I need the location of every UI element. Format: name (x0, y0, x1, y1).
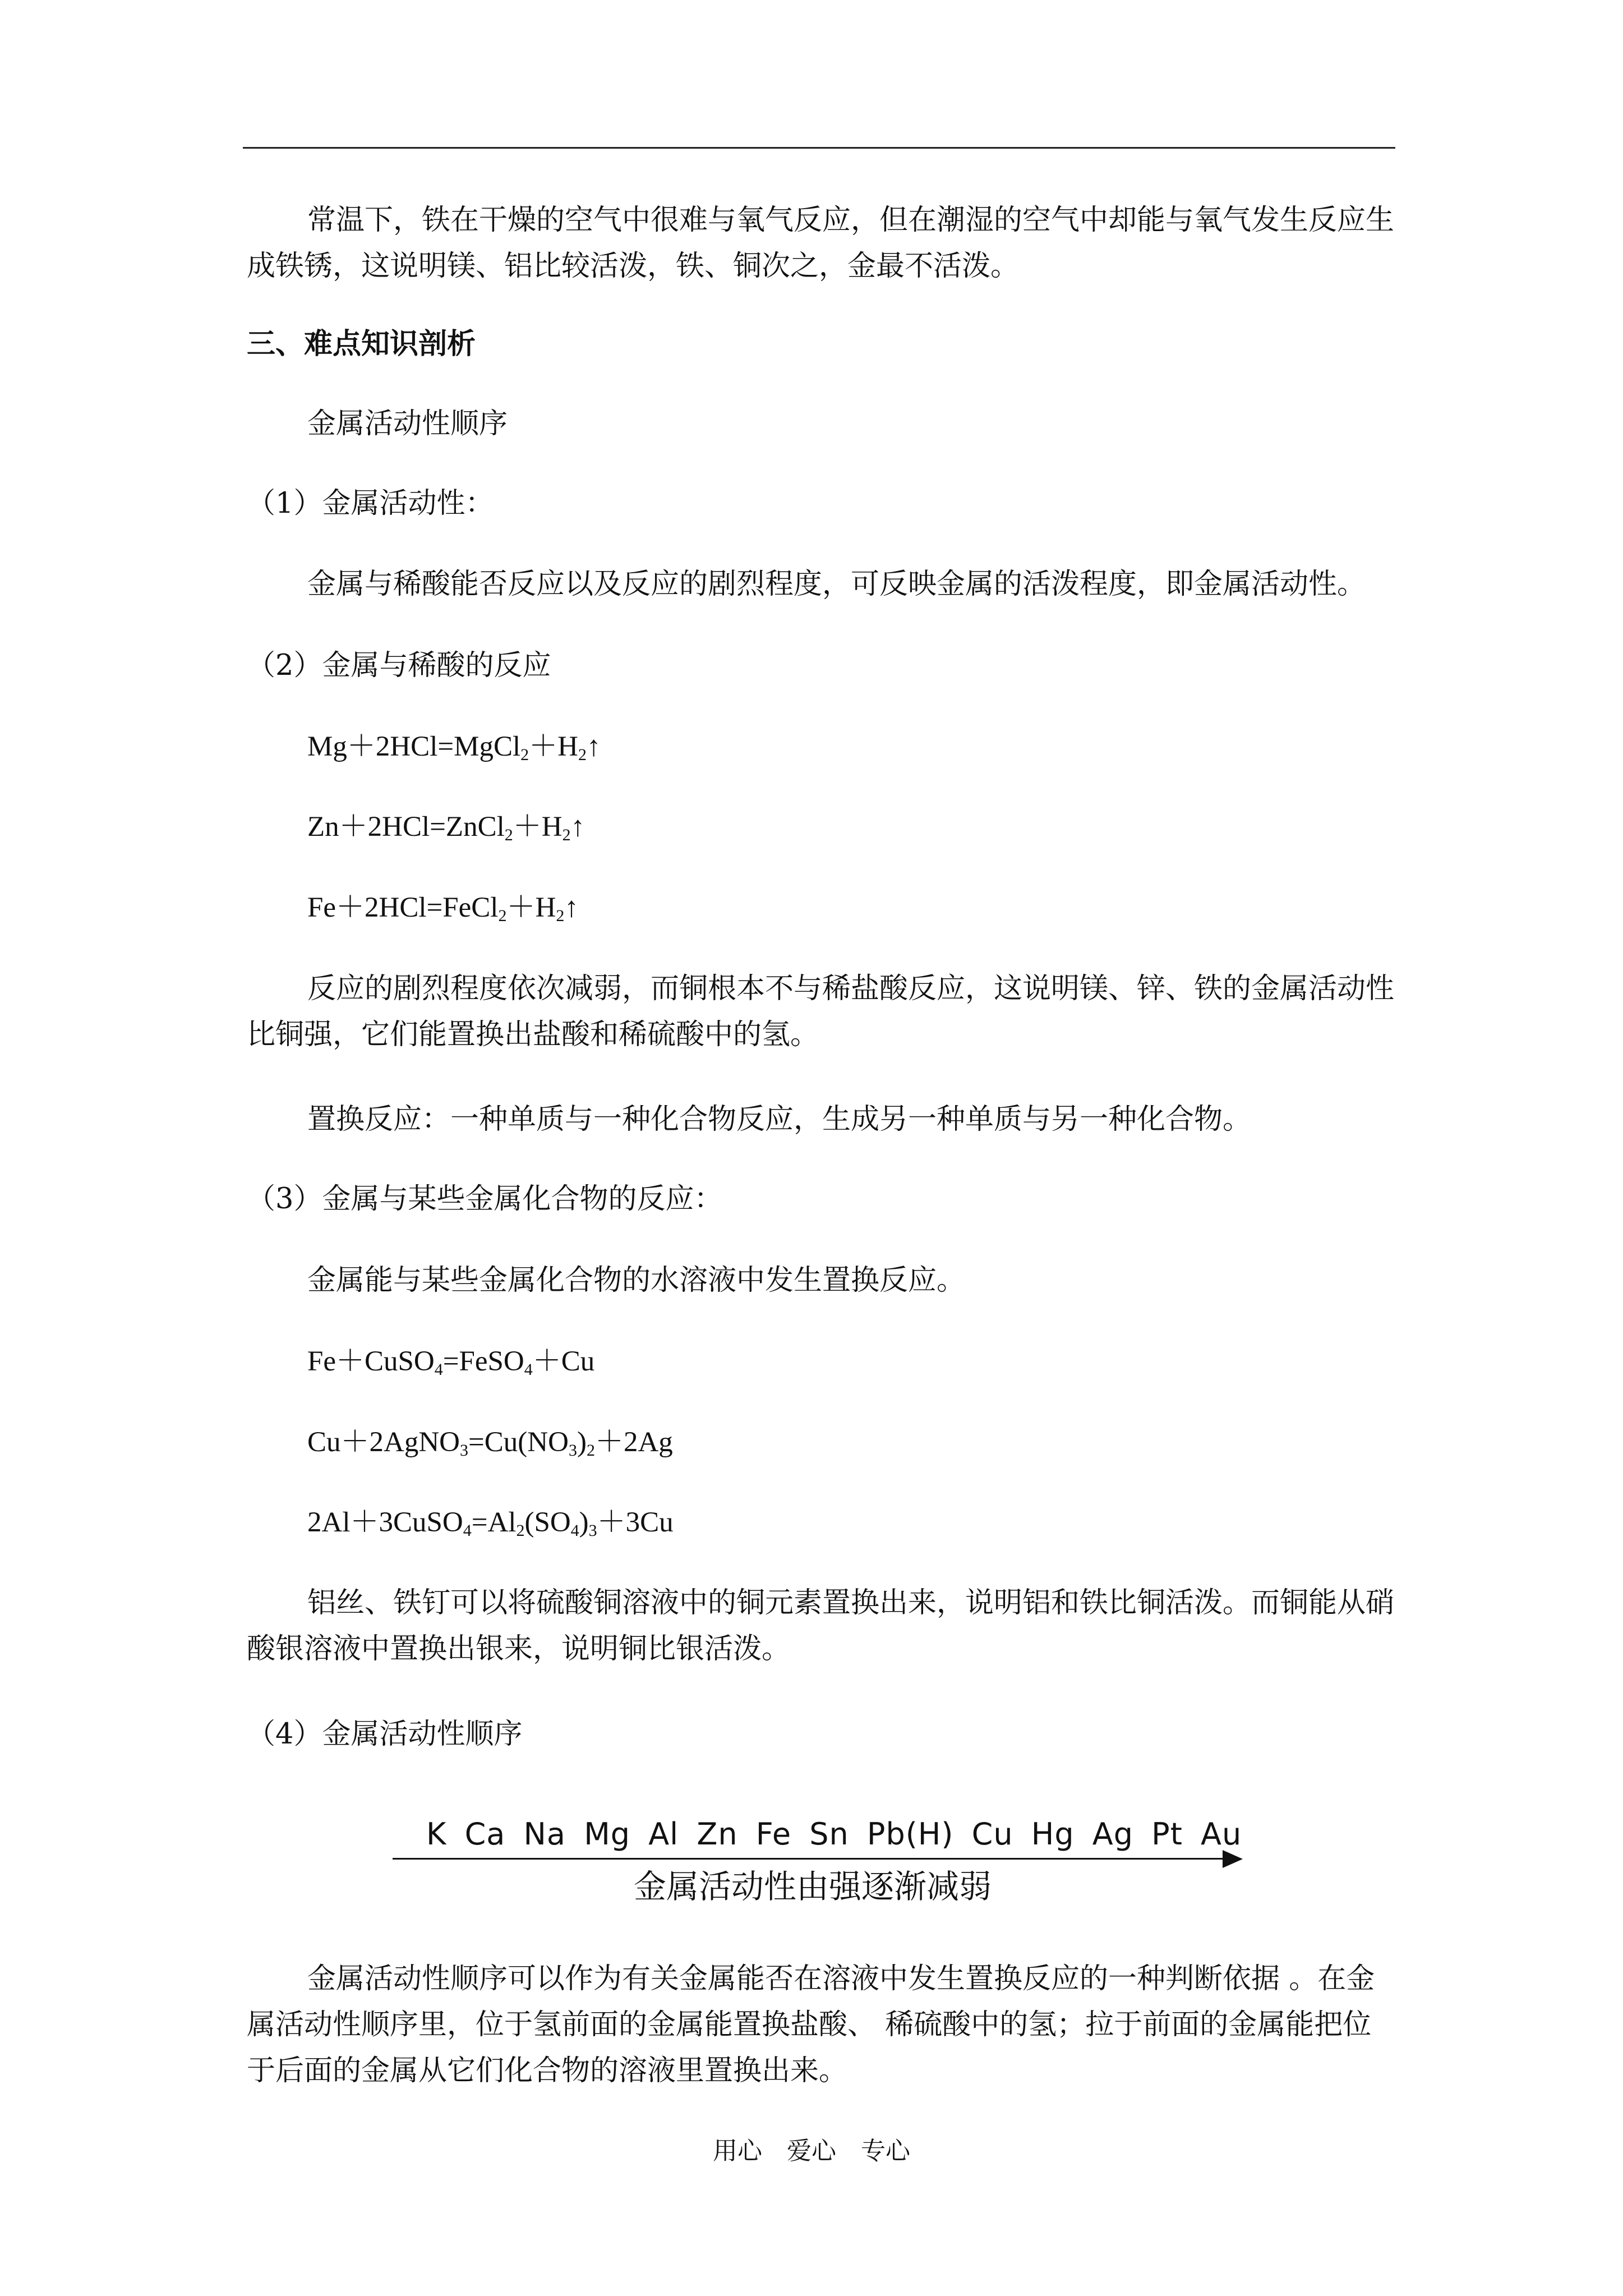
paragraph-definition: 置换反应：一种单质与一种化合物反应，生成另一种单质与另一种化合物。 (307, 1103, 1252, 1136)
arrow-right-icon (1223, 1850, 1243, 1868)
paragraph-order-title: 金属活动性顺序 (307, 407, 508, 440)
paragraph-rust: 常温下，铁在干燥的空气中很难与氧气反应，但在潮湿的空气中却能与氧气发生反应生成铁锈，这说明镁、铝比较活泼，铁、铜次之，金最不活泼。 (247, 204, 1395, 283)
subsection-3: （3）金属与某些金属化合物的反应： (247, 1182, 723, 1216)
paragraph-conclusion: 金属活动性顺序可以作为有关金属能否在溶液中发生置换反应的一种判断依据 。在金属活动性顺序里，位于氢前面的金属能置换盐酸、 稀硫酸中的氢；拉于前面的金属能把位于后面的金属从它们化合物的溶液里置换出来。 (247, 1962, 1375, 2087)
subsection-1: （1）金属活动性： (247, 487, 494, 520)
equation-mg: $Mg+2HCl=MgCl_2+H_2↑$ (307, 731, 601, 764)
equation-fe-cu: Fe＋CuSO$_4$=FeSO$_4$＋Cu (307, 1346, 595, 1379)
equation-al-cu: $2Al+3CuSO_4=Al_2(SO_4)_3+3Cu$ (307, 1507, 674, 1540)
activity-series-label: 金属活动性由强逐渐减弱 (634, 1867, 992, 1906)
section-heading-3: 三、难点知识剖析 (247, 327, 476, 361)
subsection-2: （2）金属与稀酸的反应 (247, 649, 551, 682)
paragraph-activity: 金属与稀酸能否反应以及反应的剧烈程度，可反映金属的活泼程度，即金属活动性。 (307, 568, 1366, 601)
page-footer: 用心 爱心 专心 (713, 2137, 910, 2165)
activity-series-line (393, 1858, 1228, 1860)
subsection-4: （4）金属活动性顺序 (247, 1718, 523, 1751)
paragraph-displacement: 金属能与某些金属化合物的水溶液中发生置换反应。 (307, 1264, 966, 1297)
activity-series-figure (393, 1816, 1245, 1906)
header-rule (243, 147, 1395, 149)
paragraph-al-fe-cu: 铝丝、铁钉可以将硫酸铜溶液中的铜元素置换出来，说明铝和铁比铜活泼。而铜能从硝酸银溶液中置换出银来，说明铜比银活泼。 (247, 1586, 1395, 1665)
equation-cu-ag: $Cu+2AgNO_3=Cu(NO_3)_2+2Ag$ (307, 1427, 673, 1460)
equation-zn: $Zn+2HCl=ZnCl_2+H_2↑$ (307, 811, 585, 844)
activity-series-metals: K Ca Na Mg Al Zn Fe Sn Pb(H) Cu Hg Ag Pt Au (426, 1816, 1242, 1852)
paragraph-reaction-intensity: 反应的剧烈程度依次减弱，而铜根本不与稀盐酸反应，这说明镁、锌、铁的金属活动性比铜强，它们能置换出盐酸和稀硫酸中的氢。 (247, 972, 1395, 1051)
equation-fe: $Fe+2HCl=FeCl_2+H_2↑$ (307, 892, 579, 925)
